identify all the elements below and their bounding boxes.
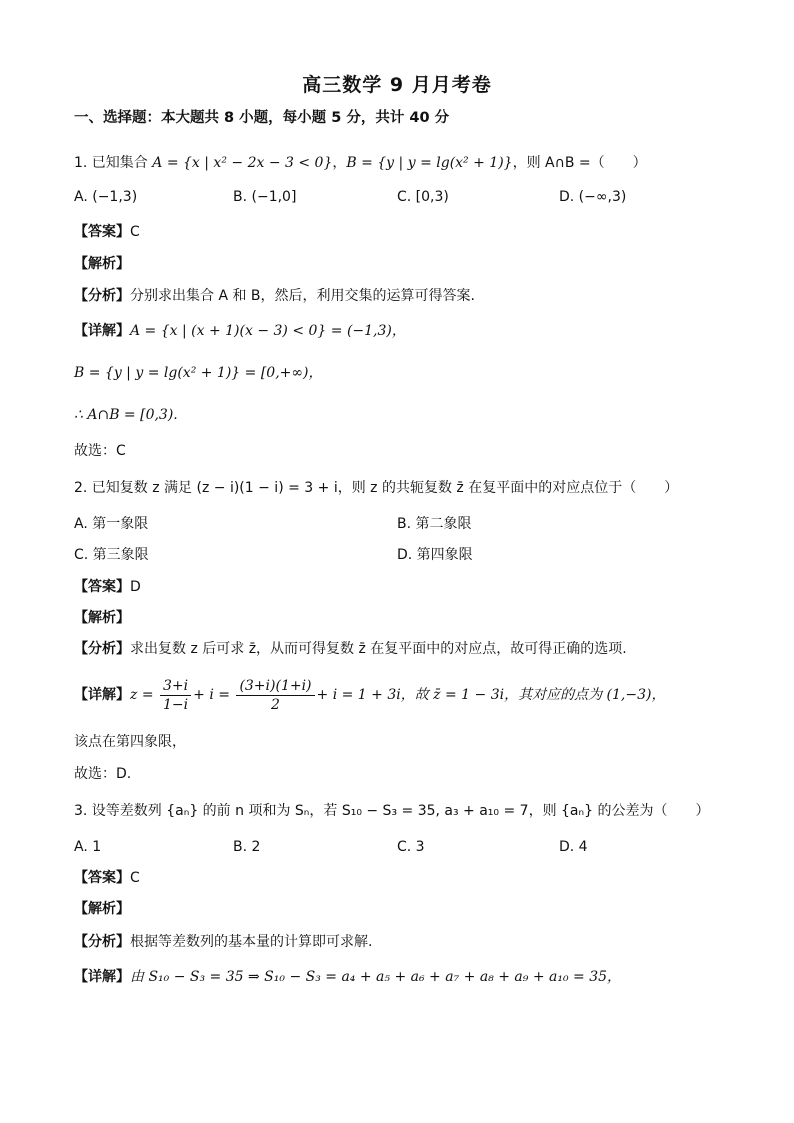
q1-detail-2-text: B = {y | y = lg(x² + 1)} = [0,+∞)， xyxy=(74,365,323,381)
q1-answer xyxy=(74,222,140,242)
q2-fraction-1-den: 1−i xyxy=(163,696,189,713)
q2-fraction-2 xyxy=(236,677,314,714)
answer-label: 【答案】 xyxy=(74,870,130,886)
q1-analysis-label: 【解析】 xyxy=(74,256,130,272)
q2-detail-pre: z = xyxy=(130,687,159,703)
q2-detail-post: + i = 1 + 3i，故 z̄ = 1 − 3i，其对应的点为 (1,−3)， xyxy=(316,687,666,703)
q2-choose-value: D. xyxy=(116,766,132,782)
q2-option-b: B. 第二象限 xyxy=(397,516,472,532)
q1-fenxi-text: 分别求出集合 A 和 B，然后，利用交集的运算可得答案. xyxy=(130,288,475,304)
q3-option-a: A. 1 xyxy=(74,839,102,855)
xiangjie-label: 【详解】 xyxy=(74,323,130,339)
section-heading: 一、选择题：本大题共 8 小题，每小题 5 分，共计 40 分 xyxy=(74,110,450,126)
q3-answer-value: C xyxy=(130,870,140,886)
fenxi-label: 【分析】 xyxy=(74,934,130,950)
q3-analysis-label: 【解析】 xyxy=(74,901,130,917)
q1-answer-value: C xyxy=(130,224,140,240)
q2-fraction-2-den: 2 xyxy=(271,696,280,713)
q1-stem-post: ，则 A∩B =（ ） xyxy=(512,155,647,171)
q2-answer xyxy=(74,577,141,597)
q3-fenxi-text: 根据等差数列的基本量的计算即可求解. xyxy=(130,934,373,950)
q1-option-d: D. (−∞,3) xyxy=(559,189,627,205)
q1-set-a: A = {x | x² − 2x − 3 < 0} xyxy=(152,155,333,171)
q3-option-b: B. 2 xyxy=(233,839,261,855)
q2-fenxi xyxy=(74,639,627,659)
xiangjie-label: 【详解】 xyxy=(74,687,130,703)
q1-stem-pre: 1. 已知集合 xyxy=(74,155,153,171)
q2-stem: 2. 已知复数 z 满足 (z − i)(1 − i) = 3 + i，则 z 的共轭复数 z̄ 在复平面中的对应点位于（ ） xyxy=(74,480,679,496)
q2-detail xyxy=(74,676,665,714)
q2-choose xyxy=(74,764,131,784)
answer-label: 【答案】 xyxy=(74,579,130,595)
q2-fraction-1-num: 3+i xyxy=(160,677,191,696)
q2-answer-value: D xyxy=(130,579,141,595)
q2-option-a: A. 第一象限 xyxy=(74,516,149,532)
q2-fraction-1 xyxy=(160,677,191,714)
q2-fraction-2-num: (3+i)(1+i) xyxy=(236,677,314,696)
q1-detail-1-text: A = {x | (x + 1)(x − 3) < 0} = (−1,3)， xyxy=(130,323,406,339)
q1-option-a: A. (−1,3) xyxy=(74,189,138,205)
q1-detail-3 xyxy=(74,405,178,425)
q3-stem: 3. 设等差数列 {aₙ} 的前 n 项和为 Sₙ，若 S₁₀ − S₃ = 35, a₃ + a₁₀ = 7，则 {aₙ} 的公差为（ ） xyxy=(74,803,710,819)
q3-option-d: D. 4 xyxy=(559,839,588,855)
q1-fenxi xyxy=(74,286,475,306)
q2-option-d: D. 第四象限 xyxy=(397,547,473,563)
q1-stem xyxy=(74,153,647,173)
q2-detail-mid: + i = xyxy=(193,687,235,703)
q3-option-c: C. 3 xyxy=(397,839,425,855)
q3-detail xyxy=(74,967,621,987)
choose-label: 故选： xyxy=(74,443,116,459)
q1-detail-3-text: ∴ A∩B = [0,3). xyxy=(74,407,178,423)
q2-analysis-label: 【解析】 xyxy=(74,610,130,626)
q1-choose xyxy=(74,441,126,461)
answer-label: 【答案】 xyxy=(74,224,130,240)
q1-detail-1 xyxy=(74,321,406,341)
choose-label: 故选： xyxy=(74,766,116,782)
page-title: 高三数学 9 月月考卷 xyxy=(302,74,492,96)
q1-option-c: C. [0,3) xyxy=(397,189,449,205)
fenxi-label: 【分析】 xyxy=(74,288,130,304)
q2-fenxi-text: 求出复数 z 后可求 z̄，从而可得复数 z̄ 在复平面中的对应点，故可得正确的选项. xyxy=(130,641,627,657)
q3-detail-text: 由 S₁₀ − S₃ = 35 ⇒ S₁₀ − S₃ = a₄ + a₅ + a₆ + a₇ + a₈ + a₉ + a₁₀ = 35， xyxy=(130,969,622,985)
xiangjie-label: 【详解】 xyxy=(74,969,130,985)
q3-answer xyxy=(74,868,140,888)
q1-choose-value: C xyxy=(116,443,126,459)
q1-option-b: B. (−1,0] xyxy=(233,189,297,205)
q2-option-c: C. 第三象限 xyxy=(74,547,149,563)
q1-sep: ， xyxy=(332,155,347,171)
fenxi-label: 【分析】 xyxy=(74,641,130,657)
q1-detail-2 xyxy=(74,363,323,383)
q1-set-b: B = {y | y = lg(x² + 1)} xyxy=(346,155,513,171)
q3-fenxi xyxy=(74,932,372,952)
q2-detail-2: 该点在第四象限， xyxy=(74,734,186,750)
